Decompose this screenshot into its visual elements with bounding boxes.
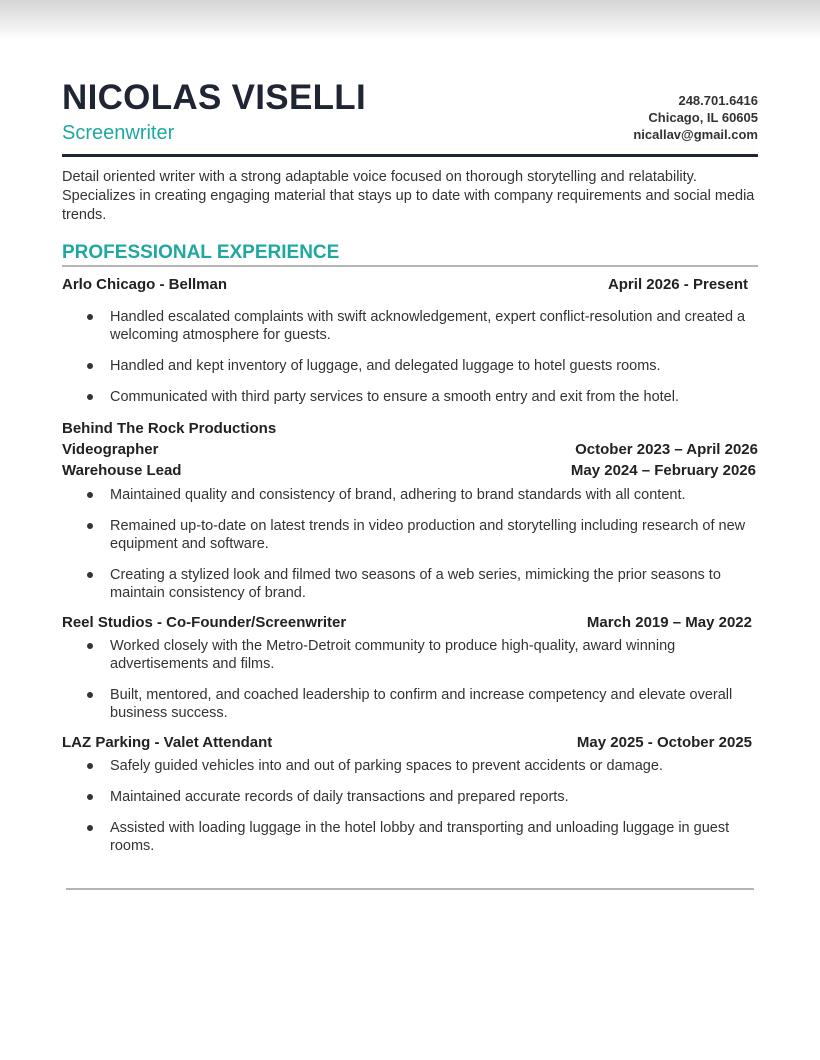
bullet-item: Handled and kept inventory of luggage, and delegated luggage to hotel guests rooms. bbox=[62, 357, 758, 375]
bullet-item: Assisted with loading luggage in the hotel lobby and transporting and unloading luggage in guest rooms. bbox=[62, 819, 758, 855]
header-divider bbox=[62, 154, 758, 157]
bullet-item: Handled escalated complaints with swift acknowledgement, expert conflict-resolution and created a welcoming atmosphere for guests. bbox=[62, 308, 758, 344]
section-divider bbox=[62, 265, 758, 267]
bullet-item: Communicated with third party services to ensure a smooth entry and exit from the hotel. bbox=[62, 388, 758, 406]
company-name: Behind The Rock Productions bbox=[62, 420, 277, 437]
resume-page bbox=[62, 78, 758, 868]
job-dates: May 2024 – February 2026 bbox=[570, 462, 756, 479]
top-shadow bbox=[0, 0, 820, 40]
candidate-title: Screenwriter bbox=[62, 122, 175, 144]
bullet-item: Built, mentored, and coached leadership to confirm and increase competency and elevate overall business success. bbox=[62, 686, 758, 722]
bullet-item: Maintained accurate records of daily transactions and prepared reports. bbox=[62, 788, 758, 806]
contact-info bbox=[633, 92, 758, 143]
job-title: LAZ Parking - Valet Attendant bbox=[62, 734, 273, 751]
job-dates: March 2019 – May 2022 bbox=[586, 614, 752, 631]
email[interactable]: nicallav@gmail.com bbox=[633, 127, 758, 142]
bullet-item: Maintained quality and consistency of brand, adhering to brand standards with all content. bbox=[62, 486, 758, 504]
job-dates: October 2023 – April 2026 bbox=[575, 441, 758, 458]
job-entry bbox=[62, 274, 758, 406]
job-title: Reel Studios - Co-Founder/Screenwriter bbox=[62, 614, 347, 631]
bullet-item: Remained up-to-date on latest trends in video production and storytelling including research of new equipment and software. bbox=[62, 517, 758, 553]
job-entry bbox=[62, 732, 758, 855]
job-entry bbox=[62, 612, 758, 722]
footer-divider bbox=[66, 888, 754, 890]
bullet-item: Worked closely with the Metro-Detroit community to produce high-quality, award winning advertisements and films. bbox=[62, 637, 758, 673]
job-title: Arlo Chicago - Bellman bbox=[62, 276, 228, 293]
bullet-item: Safely guided vehicles into and out of parking spaces to prevent accidents or damage. bbox=[62, 757, 758, 775]
job-dates: April 2026 - Present bbox=[607, 276, 748, 293]
job-title: Videographer bbox=[62, 441, 159, 458]
section-heading-experience: PROFESSIONAL EXPERIENCE bbox=[62, 242, 340, 263]
job-title: Warehouse Lead bbox=[62, 462, 182, 479]
bullet-item: Creating a stylized look and filmed two seasons of a web series, mimicking the prior seasons to maintain consistency of brand. bbox=[62, 566, 758, 602]
phone: 248.701.6416 bbox=[678, 93, 758, 108]
location: Chicago, IL 60605 bbox=[648, 110, 758, 125]
candidate-name: NICOLAS VISELLI bbox=[62, 78, 366, 117]
job-entry bbox=[62, 418, 758, 602]
summary: Detail oriented writer with a strong adaptable voice focused on thorough storytelling and relatability. Specializes in creating engaging material that stays up to date with company requirements and social media trends. bbox=[62, 169, 755, 223]
job-dates: May 2025 - October 2025 bbox=[576, 734, 752, 751]
resume-header bbox=[62, 78, 758, 154]
